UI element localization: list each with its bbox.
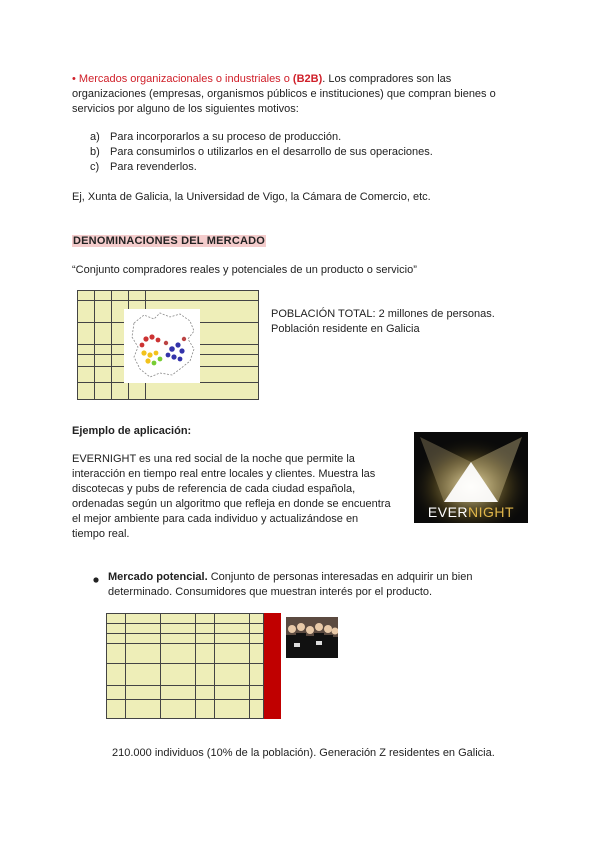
b2b-paragraph (72, 72, 532, 117)
list-text: Para revenderlos. (110, 161, 197, 173)
description-line: interacción en tiempo real entre locales y clientes. Muestra las (72, 468, 376, 480)
potential-summary: 210.000 individuos (10% de la población). Generación Z residentes en Galicia. (112, 747, 495, 759)
description-line: discotecas y pubs de referencia de cada ciudad española, (72, 483, 356, 495)
b2b-line3: servicios por alguno de los siguientes motivos: (72, 103, 299, 115)
total-population (271, 307, 521, 337)
example-heading: Ejemplo de aplicación: (72, 425, 192, 437)
b2b-bullet: • Mercados organizacionales o industriales o (72, 73, 293, 85)
description-line: el mejor ambiente para cada individuo y actualizándose en (72, 513, 359, 525)
list-item (72, 130, 532, 145)
b2b-line2: organizaciones (empresas, organismos públicos e instituciones) que compran bienes o (72, 88, 496, 100)
market-definition: “Conjunto compradores reales y potenciales de un producto o servicio” (72, 264, 417, 276)
list-marker: b) (90, 146, 100, 158)
list-text: Para incorporarlos a su proceso de producción. (110, 131, 342, 143)
evernight-description (72, 452, 407, 542)
potential-market (108, 570, 528, 600)
b2b-acronym: (B2B) (292, 73, 323, 85)
potential-line2: determinado. Consumidores que muestran interés por el producto. (108, 586, 433, 598)
list-text: Para consumirlos o utilizarlos en el desarrollo de sus operaciones. (110, 146, 433, 158)
section-heading: DENOMINACIONES DEL MERCADO (73, 235, 266, 247)
logo-text-ever: EVER (427, 504, 469, 520)
description-line: ordenadas según un algoritmo que refleja en donde se encuentra (72, 498, 391, 510)
list-item (72, 160, 532, 175)
list-item (72, 145, 532, 160)
crowd-photo (286, 617, 338, 658)
description-line: EVERNIGHT es una red social de la noche que permite la (72, 453, 355, 465)
bullet-dot (92, 574, 100, 582)
logo-text-night: NIGHT (468, 504, 515, 520)
population-line1: POBLACIÓN TOTAL: 2 millones de personas. (271, 308, 495, 320)
description-line: tiempo real. (72, 528, 130, 540)
b2b-example: Ej, Xunta de Galicia, la Universidad de Vigo, la Cámara de Comercio, etc. (72, 191, 431, 203)
population-line2: Población residente en Galicia (271, 323, 420, 335)
list-marker: c) (90, 161, 100, 173)
potential-line1: Conjunto de personas interesadas en adquirir un bien (207, 571, 473, 583)
potential-grid (106, 613, 264, 719)
galicia-map-image (124, 309, 200, 383)
list-marker: a) (90, 131, 100, 143)
reasons-list (72, 130, 532, 175)
evernight-logo (414, 432, 528, 523)
potential-share-bar (264, 613, 281, 719)
b2b-line1: . Los compradores son las (322, 73, 452, 85)
potential-term: Mercado potencial. (108, 571, 208, 583)
